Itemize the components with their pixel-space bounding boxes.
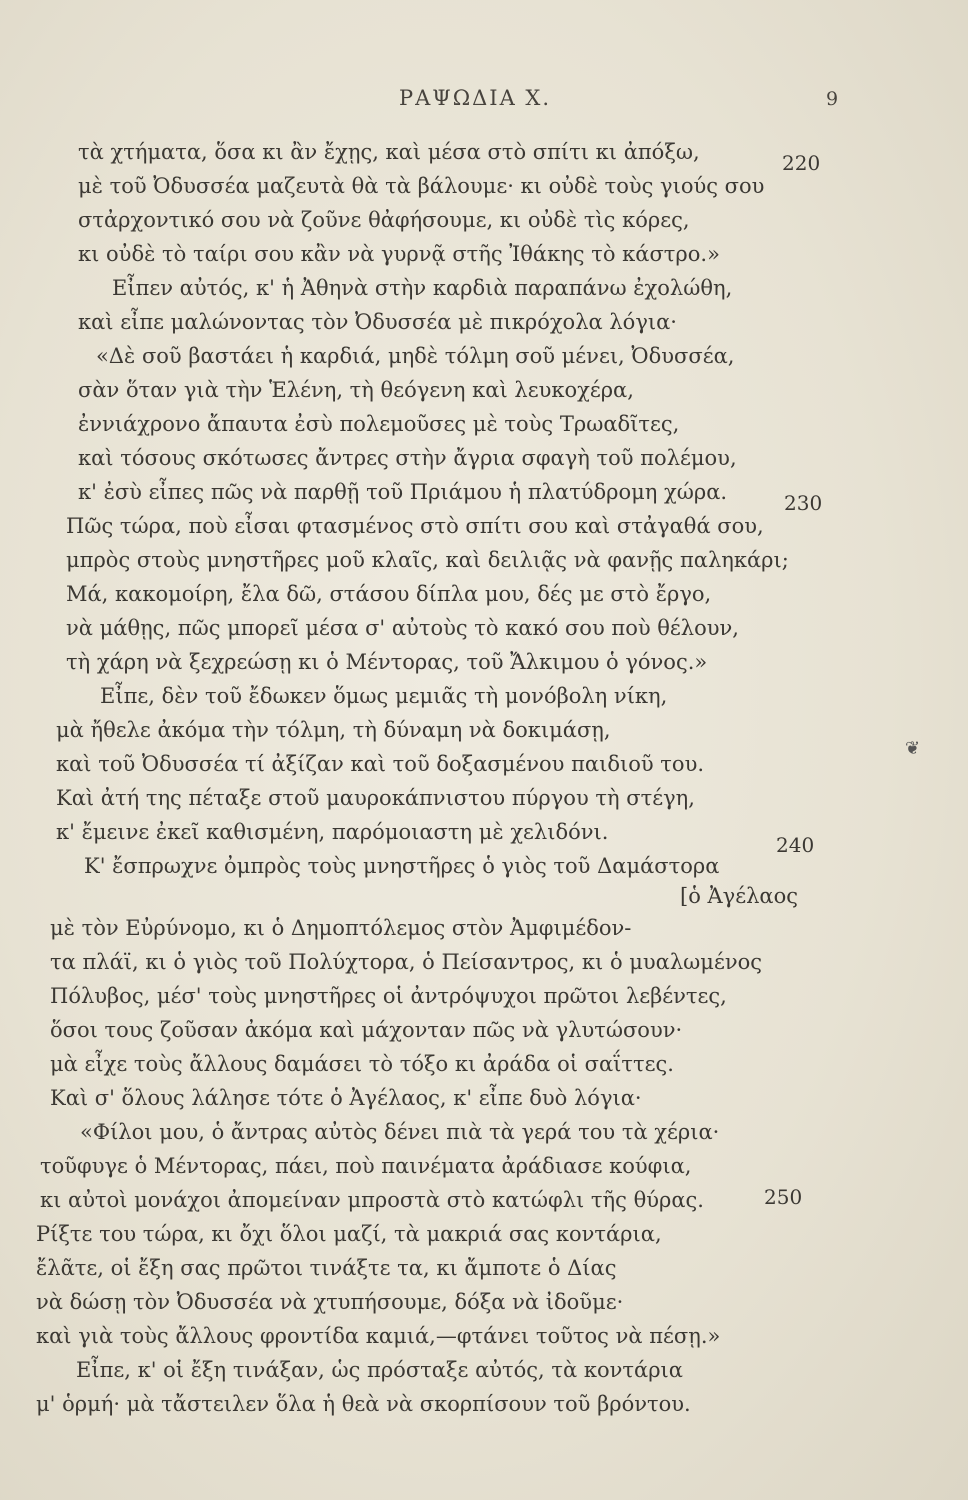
running-title: ΡΑΨΩΔΙΑ Χ.: [399, 86, 552, 110]
verse-line: κι αὐτοὶ μονάχοι ἀπομείναν μπροστὰ στὸ κατώφλι τῆς θύρας.: [40, 1188, 704, 1212]
verse-line: τοῦφυγε ὁ Μέντορας, πάει, ποὺ παινέματα ἀράδιασε κούφια,: [40, 1154, 692, 1178]
verse-line: τὴ χάρη νὰ ξεχρεώσῃ κι ὁ Μέντορας, τοῦ Ἄλκιμου ὁ γόνος.»: [66, 650, 708, 674]
verse-line: μὰ εἶχε τοὺς ἄλλους δαμάσει τὸ τόξο κι ἀράδα οἱ σαΐττες.: [50, 1052, 674, 1076]
verse-line: ἐννιάχρονο ἄπαυτα ἐσὺ πολεμοῦσες μὲ τοὺς Τρωαδῖτες,: [78, 412, 680, 436]
verse-line: Κ' ἔσπρωχνε ὀμπρὸς τοὺς μνηστῆρες ὁ γιὸς τοῦ Δαμάστορα: [84, 854, 720, 878]
verse-line: μὲ τὸν Εὐρύνομο, κι ὁ Δημοπτόλεμος στὸν Ἀμφιμέδον-: [50, 916, 632, 940]
verse-line: νὰ μάθῃς, πῶς μπορεῖ μέσα σ' αὐτοὺς τὸ κακό σου ποὺ θέλουν,: [66, 616, 739, 640]
verse-line: μπρὸς στοὺς μνηστῆρες μοῦ κλαῖς, καὶ δειλιᾷς νὰ φανῇς παληκάρι;: [66, 548, 789, 572]
verse-line: μὲ τοῦ Ὀδυσσέα μαζευτὰ θὰ τὰ βάλουμε· κι οὐδὲ τοὺς γιούς σου: [78, 174, 765, 198]
verse-line: καὶ τόσους σκότωσες ἄντρες στὴν ἄγρια σφαγὴ τοῦ πολέμου,: [78, 446, 737, 470]
verse-line: Εἶπε, κ' οἱ ἔξη τινάξαν, ὡς πρόσταξε αὐτός, τὰ κοντάρια: [76, 1358, 683, 1382]
verse-line: Εἶπε, δὲν τοῦ ἔδωκεν ὅμως μεμιᾶς τὴ μονόβολη νίκη,: [100, 684, 668, 708]
page-number: 9: [826, 88, 839, 110]
verse-line: στἀρχοντικό σου νὰ ζοῦνε θἀφήσουμε, κι οὐδὲ τὶς κόρες,: [78, 208, 690, 232]
verse-line: τὰ χτήματα, ὅσα κι ἂν ἔχῃς, καὶ μέσα στὸ σπίτι κι ἀπόξω,: [78, 140, 700, 164]
verse-line: καὶ εἶπε μαλώνοντας τὸν Ὀδυσσέα μὲ πικρόχολα λόγια·: [78, 310, 677, 334]
verse-line: μὰ ἤθελε ἀκόμα τὴν τόλμη, τὴ δύναμη νὰ δοκιμάσῃ,: [56, 718, 611, 742]
line-number: 230: [784, 491, 823, 515]
verse-line: ὅσοι τους ζοῦσαν ἀκόμα καὶ μάχονταν πῶς νὰ γλυτώσουν·: [50, 1018, 683, 1042]
verse-line: Ρίξτε του τώρα, κι ὄχι ὅλοι μαζί, τὰ μακριά σας κοντάρια,: [36, 1222, 662, 1246]
verse-line: κ' ἔμεινε ἐκεῖ καθισμένη, παρόμοιαστη μὲ χελιδόνι.: [56, 820, 609, 844]
verse-line: νὰ δώσῃ τὸν Ὀδυσσέα νὰ χτυπήσουμε, δόξα νὰ ἰδοῦμε·: [36, 1290, 624, 1314]
verse-line-continuation: [ὁ Ἀγέλαος: [680, 884, 799, 908]
verse-line: «Δὲ σοῦ βαστάει ἡ καρδιά, μηδὲ τόλμη σοῦ μένει, Ὀδυσσέα,: [96, 344, 735, 368]
verse-line: τα πλάϊ, κι ὁ γιὸς τοῦ Πολύχτορα, ὁ Πείσαντρος, κι ὁ μυαλωμένος: [50, 950, 762, 974]
verse-line: καὶ τοῦ Ὀδυσσέα τί ἀξίζαν καὶ τοῦ δοξασμένου παιδιοῦ του.: [56, 752, 705, 776]
verse-line: σὰν ὅταν γιὰ τὴν Ἑλένη, τὴ θεόγενη καὶ λευκοχέρα,: [78, 378, 634, 402]
verse-line: ἔλᾶτε, οἱ ἔξη σας πρῶτοι τινάξτε τα, κι ἄμποτε ὁ Δίας: [36, 1256, 617, 1280]
page-header: [0, 86, 968, 116]
line-number: 220: [782, 151, 821, 175]
verse-line: Καὶ ἀτή της πέταξε στοῦ μαυροκάπνιστου πύργου τὴ στέγη,: [56, 786, 695, 810]
verse-line: κι οὐδὲ τὸ ταίρι σου κἂν νὰ γυρνᾷ στῆς Ἰθάκης τὸ κάστρο.»: [78, 242, 720, 266]
verse-line: καὶ γιὰ τοὺς ἄλλους φροντίδα καμιά,—φτάνει τοῦτος νὰ πέσῃ.»: [36, 1324, 721, 1348]
verse-line: Εἶπεν αὐτός, κ' ἡ Ἀθηνὰ στὴν καρδιὰ παραπάνω ἐχολώθη,: [112, 276, 733, 300]
verse-line: «Φίλοι μου, ὁ ἄντρας αὐτὸς δένει πιὰ τὰ γερά του τὰ χέρια·: [80, 1120, 720, 1144]
verse-line: μ' ὁρμή· μὰ τἄστειλεν ὅλα ἡ θεὰ νὰ σκορπίσουν τοῦ βρόντου.: [36, 1392, 691, 1416]
line-number: 240: [776, 833, 815, 857]
margin-mark-icon: ❦: [905, 738, 921, 759]
verse-line: Πόλυβος, μέσ' τοὺς μνηστῆρες οἱ ἀντρόψυχοι πρῶτοι λεβέντες,: [50, 984, 727, 1008]
verse-line: Μά, κακομοίρη, ἔλα δῶ, στάσου δίπλα μου, δές με στὸ ἔργο,: [66, 582, 712, 606]
line-number: 250: [764, 1185, 803, 1209]
verse-line: Πῶς τώρα, ποὺ εἶσαι φτασμένος στὸ σπίτι σου καὶ στἀγαθά σου,: [66, 514, 764, 538]
verse-line: Καὶ σ' ὅλους λάλησε τότε ὁ Ἀγέλαος, κ' εἶπε δυὸ λόγια·: [50, 1086, 642, 1110]
verse-line: κ' ἐσὺ εἶπες πῶς νὰ παρθῇ τοῦ Πριάμου ἡ πλατύδρομη χώρα.: [78, 480, 728, 504]
